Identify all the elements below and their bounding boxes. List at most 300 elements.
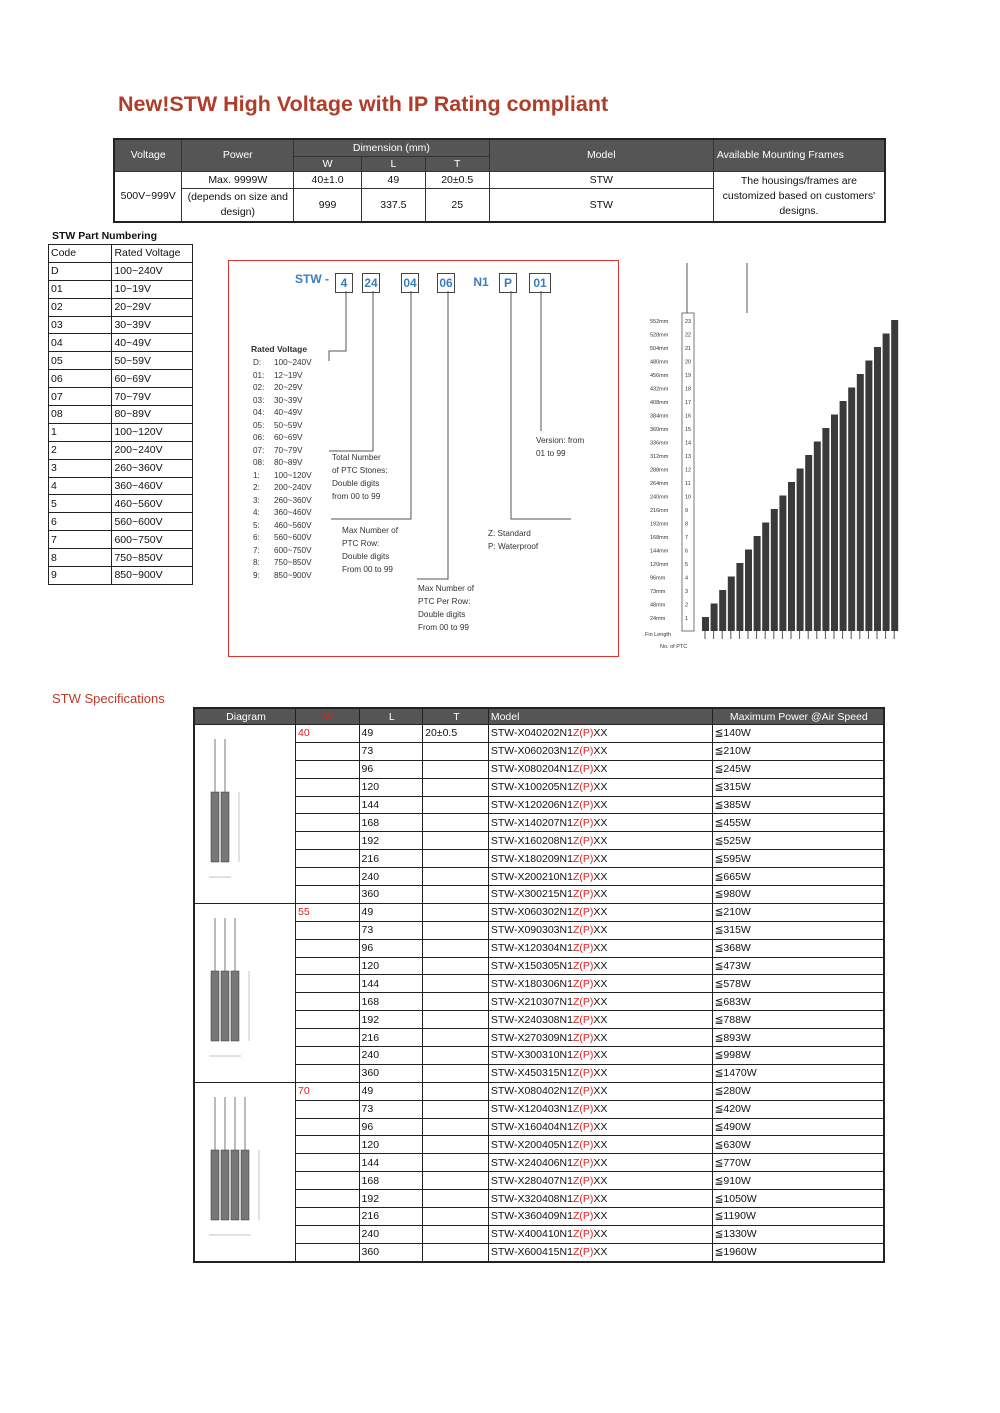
row1-model: STW [489, 171, 713, 188]
spec-power: ≦490W [712, 1118, 884, 1136]
model-base: STW-X300310N1 [490, 1049, 573, 1062]
total-ptc-note: Total Number of PTC Stones: Double digits from 00 to 99 [332, 453, 388, 501]
spec-w [296, 1190, 360, 1208]
ptc-count-label: 6 [685, 548, 689, 555]
model-base: STW-X080402N1 [490, 1085, 573, 1098]
ptc-count-caption: No. of PTC [660, 644, 688, 650]
model-suffix: XX [593, 977, 608, 990]
part-numbering-title: STW Part Numbering [52, 230, 158, 242]
pn-voltage: 80~89V [112, 406, 193, 424]
spec-l: 192 [359, 1011, 423, 1029]
pn-code: 2 [49, 441, 112, 459]
code-box: 24 [362, 273, 380, 293]
spec-model [488, 975, 712, 993]
spec-w [296, 1225, 360, 1243]
heater-diagram [194, 1082, 296, 1261]
pn-code: 4 [49, 477, 112, 495]
model-zp: Z(P) [572, 1156, 594, 1169]
model-base: STW-X210307N1 [490, 995, 573, 1008]
spec-model [488, 868, 712, 886]
spec-power: ≦368W [712, 939, 884, 957]
fin-length-label: 432mm [650, 386, 669, 393]
model-base: STW-X240406N1 [490, 1156, 573, 1169]
model-base: STW-X120304N1 [490, 942, 573, 955]
spec-model [488, 1064, 712, 1082]
fin-bar [745, 550, 752, 632]
spec-t [423, 850, 489, 868]
heater-column [211, 1150, 219, 1220]
spec-row [194, 1011, 884, 1029]
spec-w [296, 921, 360, 939]
spec-t [423, 975, 489, 993]
pn-code: 1 [49, 423, 112, 441]
model-suffix: XX [593, 906, 608, 919]
model-suffix: XX [593, 870, 608, 883]
spec-row [194, 903, 884, 921]
spec-t [423, 939, 489, 957]
pn-code: 6 [49, 513, 112, 531]
hdr-model: Model [489, 139, 713, 171]
row1-w: 40±1.0 [294, 171, 362, 188]
pn-row [49, 477, 193, 495]
fin-length-label: 504mm [650, 346, 669, 352]
spec-t [423, 832, 489, 850]
heater-column [221, 971, 229, 1041]
model-zp: Z(P) [572, 1138, 594, 1151]
ptc-length-illustration [640, 258, 905, 654]
ptc-count-label: 17 [685, 400, 692, 406]
spec-t [423, 742, 489, 760]
fin-length-label: 528mm [650, 332, 669, 339]
spec-row [194, 1208, 884, 1226]
spec-model [488, 778, 712, 796]
spec-model [488, 1118, 712, 1136]
model-suffix: XX [593, 1085, 608, 1098]
spec-w [296, 975, 360, 993]
spec-w [296, 1011, 360, 1029]
pn-voltage: 100~120V [112, 423, 193, 441]
max-per-row-note: Max Number of PTC Per Row: Double digits From 00 to 99 [418, 584, 474, 632]
model-base: STW-X450315N1 [490, 1067, 573, 1080]
model-zp: Z(P) [572, 1067, 594, 1080]
spec-row [194, 796, 884, 814]
spec-power: ≦578W [712, 975, 884, 993]
power-note: (depends on size and design) [182, 188, 294, 221]
pn-code: 06 [49, 370, 112, 388]
model-zp: Z(P) [572, 745, 594, 758]
spec-row [194, 1029, 884, 1047]
spec-w [296, 1118, 360, 1136]
spec-l: 360 [359, 1064, 423, 1082]
ptc-count-label: 14 [685, 440, 692, 447]
spec-t [423, 903, 489, 921]
spec-t [423, 1172, 489, 1190]
pn-voltage: 30~39V [112, 316, 193, 334]
code-box: 01 [529, 273, 551, 293]
spec-model [488, 1011, 712, 1029]
pn-row [49, 298, 193, 316]
model-zp: Z(P) [572, 1210, 594, 1223]
pn-row [49, 280, 193, 298]
pn-row [49, 388, 193, 406]
pn-code: 03 [49, 316, 112, 334]
spec-t: 20±0.5 [423, 725, 489, 743]
model-zp: Z(P) [572, 816, 594, 829]
code-box: N1 [473, 275, 489, 289]
spec-row [194, 814, 884, 832]
pn-voltage: 260~360V [112, 459, 193, 477]
spec-model [488, 850, 712, 868]
model-suffix: XX [593, 924, 608, 937]
pn-voltage: 50~59V [112, 352, 193, 370]
ptc-count-label: 12 [685, 467, 692, 474]
pn-voltage: 20~29V [112, 298, 193, 316]
spec-t [423, 921, 489, 939]
fin-length-label: 480mm [650, 359, 669, 366]
pn-code: 3 [49, 459, 112, 477]
spec-w [296, 1154, 360, 1172]
spec-row [194, 742, 884, 760]
row2-model: STW [489, 188, 713, 221]
model-suffix: XX [593, 1121, 608, 1134]
spec-power: ≦1190W [712, 1208, 884, 1226]
model-base: STW-X180306N1 [490, 977, 573, 990]
spec-t [423, 957, 489, 975]
spec-header: Maximum Power @Air Speed [712, 708, 884, 725]
spec-power: ≦770W [712, 1154, 884, 1172]
fin-length-caption: Fin Length [645, 632, 671, 638]
pn-code: 8 [49, 549, 112, 567]
pn-code: 01 [49, 280, 112, 298]
ptc-count-label: 10 [685, 494, 692, 501]
spec-model [488, 993, 712, 1011]
spec-power: ≦1050W [712, 1190, 884, 1208]
ptc-count-label: 19 [685, 373, 692, 379]
spec-l: 360 [359, 886, 423, 904]
ptc-count-label: 7 [685, 535, 689, 541]
spec-row [194, 832, 884, 850]
fin-bar [719, 590, 726, 631]
spec-w [296, 778, 360, 796]
rated-values: 100~240V 12~19V 20~29V 30~39V 40~49V 50~59V 60~69V 70~79V 80~89V 100~120V 200~240V 260~360V 360~460V 460~560V 560~600V 600~750V 750~850V 850~900V [274, 358, 312, 580]
model-zp: Z(P) [572, 763, 594, 776]
pn-row [49, 316, 193, 334]
voltage-value: 500V~999V [114, 171, 182, 222]
model-zp: Z(P) [572, 781, 594, 794]
heater-column [231, 971, 239, 1041]
spec-row [194, 1172, 884, 1190]
ptc-count-label: 22 [685, 332, 692, 339]
fin-bar [779, 496, 786, 632]
hdr-t: T [425, 156, 489, 171]
spec-w [296, 1208, 360, 1226]
spec-model [488, 1047, 712, 1065]
code-box: P [499, 273, 517, 293]
spec-model [488, 742, 712, 760]
spec-model [488, 1082, 712, 1100]
spec-t [423, 1082, 489, 1100]
model-base: STW-X280407N1 [490, 1174, 573, 1187]
pn-voltage: 460~560V [112, 495, 193, 513]
spec-power: ≦910W [712, 1172, 884, 1190]
spec-model [488, 1154, 712, 1172]
ptc-count-label: 15 [685, 427, 692, 433]
spec-row [194, 1243, 884, 1261]
spec-t [423, 1136, 489, 1154]
spec-row [194, 1100, 884, 1118]
model-base: STW-X080204N1 [490, 763, 573, 776]
spec-t [423, 1100, 489, 1118]
code-box: 4 [335, 273, 353, 293]
pn-voltage: 850~900V [112, 567, 193, 585]
model-suffix: XX [593, 1031, 608, 1044]
heater-diagram [194, 903, 296, 1082]
pn-code: D [49, 262, 112, 280]
ptc-count-label: 16 [685, 413, 692, 420]
spec-l: 73 [359, 921, 423, 939]
fin-length-label: 336mm [650, 440, 669, 447]
spec-l: 192 [359, 832, 423, 850]
spec-t [423, 778, 489, 796]
fin-length-label: 144mm [650, 548, 669, 555]
ptc-count-label: 3 [685, 589, 689, 595]
fin-bar [857, 374, 864, 631]
spec-t [423, 1225, 489, 1243]
pn-code: 08 [49, 406, 112, 424]
fin-bar [822, 428, 829, 631]
spec-w [296, 760, 360, 778]
heater-column [221, 1150, 229, 1220]
model-suffix: XX [593, 1210, 608, 1223]
model-zp: Z(P) [572, 1103, 594, 1116]
spec-row [194, 1190, 884, 1208]
spec-t [423, 760, 489, 778]
spec-t [423, 868, 489, 886]
pn-voltage: 560~600V [112, 513, 193, 531]
fin-length-label: 264mm [650, 481, 669, 487]
pn-header: Code [49, 245, 112, 263]
ptc-count-label: 2 [685, 602, 689, 609]
ptc-count-label: 21 [685, 346, 692, 352]
spec-row [194, 1118, 884, 1136]
pn-voltage: 40~49V [112, 334, 193, 352]
model-zp: Z(P) [572, 1031, 594, 1044]
model-suffix: XX [593, 745, 608, 758]
spec-l: 144 [359, 796, 423, 814]
model-base: STW-X150305N1 [490, 960, 573, 973]
pn-code: 05 [49, 352, 112, 370]
spec-model [488, 760, 712, 778]
ptc-count-label: 8 [685, 521, 689, 528]
model-base: STW-X240308N1 [490, 1013, 573, 1026]
pn-code: 9 [49, 567, 112, 585]
model-suffix: XX [593, 1156, 608, 1169]
fin-length-label: 96mm [650, 575, 666, 582]
fin-bar [874, 347, 881, 631]
spec-w [296, 1100, 360, 1118]
code-box: 04 [401, 273, 419, 293]
model-suffix: XX [593, 960, 608, 973]
spec-power: ≦420W [712, 1100, 884, 1118]
spec-row [194, 1136, 884, 1154]
model-suffix: XX [593, 834, 608, 847]
spec-l: 120 [359, 1136, 423, 1154]
spec-l: 73 [359, 742, 423, 760]
fin-bar [814, 442, 821, 632]
pn-row [49, 531, 193, 549]
spec-power: ≦140W [712, 725, 884, 743]
model-suffix: XX [593, 799, 608, 811]
ptc-count-label: 4 [685, 575, 689, 582]
spec-header: Model [488, 708, 712, 725]
model-suffix: XX [593, 1049, 608, 1062]
spec-l: 49 [359, 903, 423, 921]
ptc-count-label: 23 [685, 319, 692, 325]
spec-w [296, 850, 360, 868]
pn-row [49, 370, 193, 388]
pn-code: 04 [49, 334, 112, 352]
model-base: STW-X200405N1 [490, 1138, 573, 1151]
spec-w [296, 886, 360, 904]
model-base: STW-X040202N1 [490, 727, 573, 740]
spec-w [296, 796, 360, 814]
spec-model [488, 814, 712, 832]
spec-w [296, 742, 360, 760]
spec-power: ≦315W [712, 921, 884, 939]
row1-t: 20±0.5 [425, 171, 489, 188]
model-base: STW-X160404N1 [490, 1121, 573, 1134]
hdr-l: L [361, 156, 425, 171]
heater-diagram [194, 725, 296, 904]
spec-row [194, 1064, 884, 1082]
spec-l: 168 [359, 993, 423, 1011]
model-suffix: XX [593, 995, 608, 1008]
spec-w [296, 832, 360, 850]
pn-row [49, 352, 193, 370]
spec-l: 120 [359, 778, 423, 796]
spec-t [423, 1208, 489, 1226]
model-base: STW-X600415N1 [490, 1246, 573, 1259]
spec-w [296, 1047, 360, 1065]
fin-length-label: 216mm [650, 508, 669, 514]
model-zp: Z(P) [572, 1192, 594, 1205]
fin-bar [788, 482, 795, 631]
spec-power: ≦385W [712, 796, 884, 814]
fin-bar [711, 604, 718, 632]
model-zp: Z(P) [572, 852, 594, 865]
model-zp: Z(P) [572, 870, 594, 883]
pn-code: 5 [49, 495, 112, 513]
spec-row [194, 921, 884, 939]
model-zp: Z(P) [572, 906, 594, 919]
ptc-count-label: 18 [685, 386, 692, 393]
spec-l: 240 [359, 1225, 423, 1243]
ptc-count-label: 5 [685, 562, 689, 568]
spec-l: 144 [359, 1154, 423, 1172]
ptc-count-label: 1 [685, 616, 689, 622]
model-base: STW-X400410N1 [490, 1228, 573, 1241]
model-base: STW-X140207N1 [490, 816, 573, 829]
row2-t: 25 [425, 188, 489, 221]
model-zp: Z(P) [572, 960, 594, 973]
model-suffix: XX [593, 888, 608, 901]
spec-power: ≦280W [712, 1082, 884, 1100]
fin-length-label: 168mm [650, 535, 669, 541]
spec-model [488, 957, 712, 975]
spec-w: 40 [296, 725, 360, 743]
spec-power: ≦893W [712, 1029, 884, 1047]
spec-model [488, 1208, 712, 1226]
rated-codes: D: 01: 02: 03: 04: 05: 06: 07: 08: 1: 2: 3: 4: 5: 6: 7: 8: 9: [253, 358, 265, 580]
spec-w [296, 1029, 360, 1047]
spec-l: 96 [359, 1118, 423, 1136]
model-zp: Z(P) [572, 977, 594, 990]
hdr-dimension: Dimension (mm) [294, 139, 490, 156]
ptc-count-label: 20 [685, 359, 692, 366]
fin-bar [736, 563, 743, 631]
heater-diagram-drawing [197, 727, 295, 897]
model-suffix: XX [593, 1013, 608, 1026]
spec-w [296, 868, 360, 886]
heater-column [221, 792, 229, 862]
model-zp: Z(P) [572, 799, 594, 811]
spec-l: 360 [359, 1243, 423, 1261]
model-base: STW-X160208N1 [490, 834, 573, 847]
heater-diagram-drawing [197, 1085, 295, 1255]
spec-model [488, 939, 712, 957]
spec-row [194, 778, 884, 796]
pn-voltage: 100~240V [112, 262, 193, 280]
spec-model [488, 903, 712, 921]
model-base: STW-X180209N1 [490, 852, 573, 865]
model-base: STW-X100205N1 [490, 781, 573, 794]
model-suffix: XX [593, 1103, 608, 1116]
spec-model [488, 1100, 712, 1118]
model-suffix: XX [593, 1174, 608, 1187]
spec-model [488, 832, 712, 850]
pn-voltage: 360~460V [112, 477, 193, 495]
spec-row [194, 868, 884, 886]
pn-row [49, 549, 193, 567]
model-base: STW-X270309N1 [490, 1031, 573, 1044]
spec-l: 240 [359, 868, 423, 886]
page-title: New!STW High Voltage with IP Rating compliant [118, 92, 609, 116]
power-max: Max. 9999W [182, 171, 294, 188]
pn-row [49, 406, 193, 424]
spec-row [194, 886, 884, 904]
part-numbering-table [48, 244, 193, 585]
model-suffix: XX [593, 763, 608, 776]
spec-t [423, 814, 489, 832]
spec-power: ≦315W [712, 778, 884, 796]
spec-row [194, 725, 884, 743]
spec-t [423, 1118, 489, 1136]
model-suffix: XX [593, 1067, 608, 1080]
model-zp: Z(P) [572, 1246, 594, 1259]
spec-l: 216 [359, 1029, 423, 1047]
spec-power: ≦245W [712, 760, 884, 778]
row2-l: 337.5 [361, 188, 425, 221]
model-suffix: XX [593, 1228, 608, 1241]
frames-note: The housings/frames are customized based on customers' designs. [713, 171, 885, 222]
fin-length-label: 120mm [650, 562, 669, 568]
spec-row [194, 939, 884, 957]
spec-model [488, 1190, 712, 1208]
spec-t [423, 1154, 489, 1172]
model-zp: Z(P) [572, 1085, 594, 1098]
model-base: STW-X060203N1 [490, 745, 573, 758]
fin-bar [840, 401, 847, 631]
